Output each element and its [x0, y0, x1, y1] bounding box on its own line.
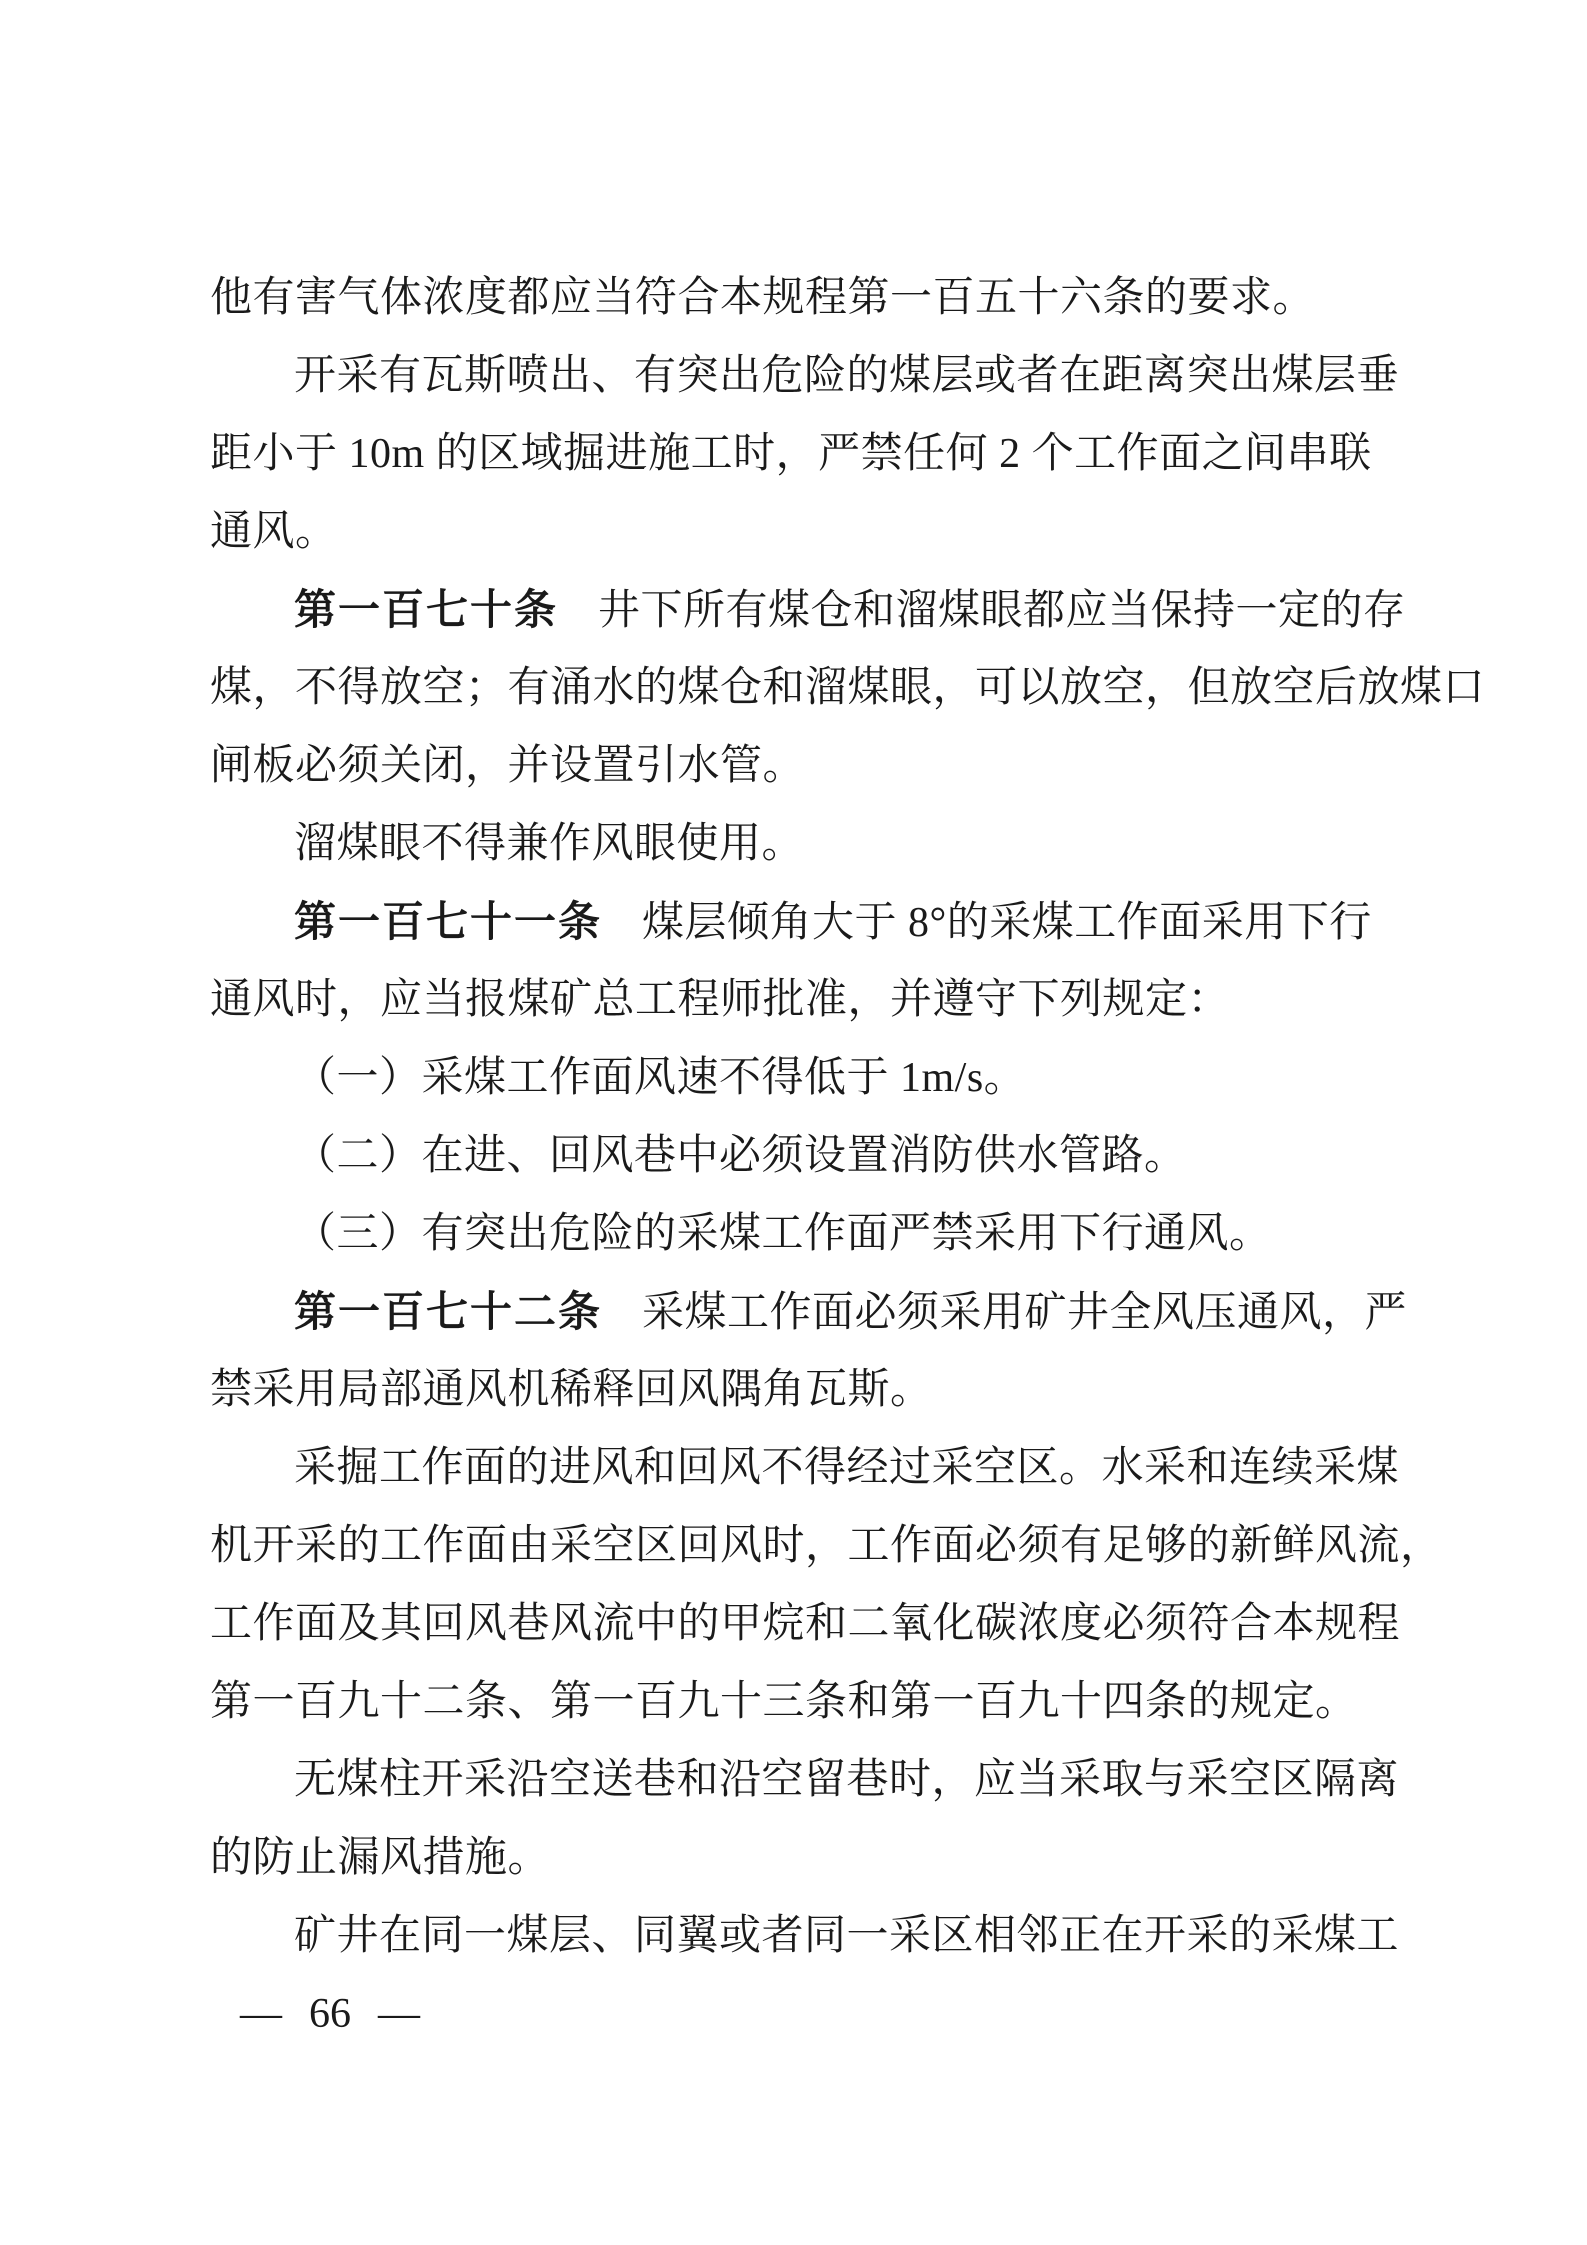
text-line: [210, 649, 1486, 727]
text-line: [210, 1351, 1386, 1429]
text-segment: 的防止漏风措施。: [210, 1835, 551, 1881]
text-segment: 矿井在同一煤层、同翼或者同一采区相邻正在开采的采煤工: [294, 1913, 1400, 1959]
text-line: [210, 961, 1386, 1039]
text-line: [210, 415, 1386, 493]
text-line: [210, 727, 1386, 805]
text-line: [210, 1195, 1386, 1273]
text-segment: 闸板必须关闭，并设置引水管。: [210, 743, 806, 789]
text-segment: 机开采的工作面由采空区回风时，工作面必须有足够的新鲜风流，: [210, 1523, 1443, 1569]
text-segment: 井下所有煤仓和溜煤眼都应当保持一定的存: [598, 588, 1406, 634]
text-segment: 溜煤眼不得兼作风眼使用。: [294, 821, 805, 867]
text-segment: 他有害气体浓度都应当符合本规程第一百五十六条的要求。: [210, 275, 1316, 321]
text-line: [210, 1585, 1401, 1663]
text-line: [210, 1663, 1386, 1741]
text-segment: 工作面及其回风巷风流中的甲烷和二氧化碳浓度必须符合本规程: [210, 1601, 1401, 1647]
text-segment: （二）在进、回风巷中必须设置消防供水管路。: [294, 1133, 1187, 1179]
text-segment: （一）采煤工作面风速不得低于 1m/s。: [294, 1055, 1027, 1101]
footer-dash-left: —: [240, 1991, 282, 2037]
text-line: [210, 1897, 1400, 1975]
text-line: [210, 337, 1400, 415]
text-line: [210, 1039, 1386, 1117]
page-number: 66: [309, 1991, 351, 2037]
article-number-heading: 第一百七十条: [294, 586, 559, 633]
text-segment: 煤，不得放空；有涌水的煤仓和溜煤眼，可以放空，但放空后放煤口: [210, 665, 1486, 711]
page-footer: [240, 1975, 420, 2053]
text-segment: 禁采用局部通风机稀释回风隅角瓦斯。: [210, 1367, 933, 1413]
text-line: [210, 1273, 1408, 1351]
text-segment: 开采有瓦斯喷出、有突出危险的煤层或者在距离突出煤层垂: [294, 353, 1400, 399]
text-segment: 第一百九十二条、第一百九十三条和第一百九十四条的规定。: [210, 1679, 1358, 1725]
text-line: [210, 805, 1386, 883]
text-line: [210, 571, 1406, 649]
text-line: [210, 1117, 1386, 1195]
footer-dash-right: —: [378, 1991, 420, 2037]
text-segment: 采掘工作面的进风和回风不得经过采空区。水采和连续采煤: [294, 1445, 1400, 1491]
text-segment: 通风时，应当报煤矿总工程师批准，并遵守下列规定：: [210, 977, 1231, 1023]
text-segment: 无煤柱开采沿空送巷和沿空留巷时，应当采取与采空区隔离: [294, 1757, 1400, 1803]
text-line: [210, 1429, 1400, 1507]
article-number-heading: 第一百七十二条: [294, 1288, 603, 1335]
text-segment: 采煤工作面必须采用矿井全风压通风，严: [642, 1290, 1408, 1336]
text-line: [210, 259, 1386, 337]
text-segment: 通风。: [210, 509, 338, 555]
text-line: [210, 1819, 1386, 1897]
text-line: [210, 1741, 1400, 1819]
text-segment: 距小于 10m 的区域掘进施工时，严禁任何 2 个工作面之间串联: [210, 431, 1372, 477]
text-segment: （三）有突出危险的采煤工作面严禁采用下行通风。: [294, 1211, 1272, 1257]
document-body: [210, 259, 1486, 1975]
text-line: [210, 1507, 1443, 1585]
text-segment: 煤层倾角大于 8°的采煤工作面采用下行: [642, 900, 1372, 946]
text-line: [210, 883, 1386, 961]
article-number-heading: 第一百七十一条: [294, 898, 603, 945]
text-line: [210, 493, 1386, 571]
